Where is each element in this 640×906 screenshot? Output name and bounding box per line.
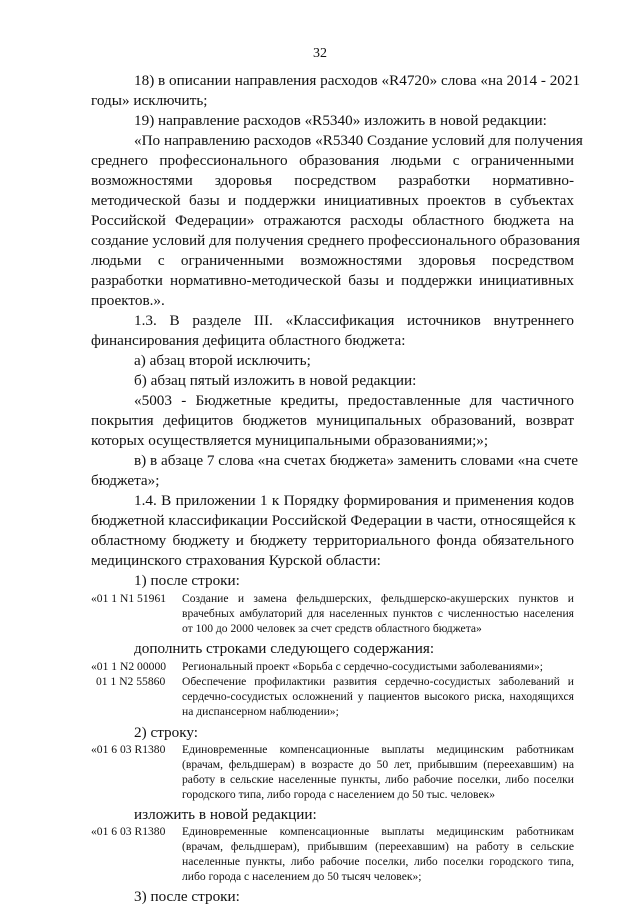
text-line: областному бюджету и бюджету территориального фонда обязательного: [91, 532, 574, 549]
code-description-line: населенные пункты, либо рабочие поселки, либо поселки городского типа,: [182, 855, 574, 868]
text-line: годы» исключить;: [91, 92, 208, 109]
section-heading: 1.3. В разделе III. «Классификация источников внутреннего: [134, 312, 574, 329]
text-line: б) абзац пятый изложить в новой редакции:: [134, 372, 417, 389]
section-heading: 1.4. В приложении 1 к Порядку формирования и применения кодов: [134, 492, 574, 509]
item-heading: изложить в новой редакции:: [134, 806, 317, 823]
text-line: возможностями здоровья посредством разработки нормативно-: [91, 172, 574, 189]
budget-code: «01 6 03 R1380: [91, 743, 166, 756]
text-line: а) абзац второй исключить;: [134, 352, 311, 369]
code-description-line: врачебных амбулаторий для населенных пунктов с численностью населения: [182, 607, 574, 620]
text-line: бюджета»;: [91, 472, 160, 489]
item-heading: дополнить строками следующего содержания:: [134, 640, 435, 657]
text-line: медицинского страхования Курской области:: [91, 552, 381, 569]
budget-code: «01 1 N1 51961: [91, 592, 167, 605]
budget-code: «01 1 N2 00000: [91, 660, 167, 673]
item-heading: 2) строку:: [134, 724, 198, 741]
code-description-line: Единовременные компенсационные выплаты медицинским работникам: [182, 743, 574, 756]
page-number: 32: [313, 46, 327, 61]
code-description-line: либо города с населением до 50 тысяч человек»;: [182, 870, 422, 883]
code-description-line: Создание и замена фельдшерских, фельдшерско-акушерских пунктов и: [182, 592, 574, 605]
text-line: людьми с ограниченными возможностями здоровья посредством: [91, 252, 574, 269]
text-line: покрытия дефицитов бюджетов муниципальных образований, возврат: [91, 412, 574, 429]
code-description-line: работу в сельские населенные пункты, либо рабочие поселки, либо поселки: [182, 773, 574, 786]
text-line: среднего профессионального образования людьми с ограниченными: [91, 152, 574, 169]
code-description-line: Региональный проект «Борьба с сердечно-сосудистыми заболеваниями»;: [182, 660, 544, 673]
budget-code: 01 1 N2 55860: [96, 675, 166, 688]
text-line: разработки нормативно-методической базы и поддержки инициативных: [91, 272, 574, 289]
text-line: 18) в описании направления расходов «R4720» слова «на 2014 - 2021: [134, 72, 581, 89]
code-description-line: от 100 до 2000 человек за счет средств областного бюджета»: [182, 622, 482, 635]
text-line: в) в абзаце 7 слова «на счетах бюджета» заменить словами «на счете: [134, 452, 579, 469]
code-description-line: городского типа, либо города с населением до 50 тыс. человек»: [182, 788, 496, 801]
text-line: финансирования дефицита областного бюджета:: [91, 332, 406, 349]
text-line: бюджетной классификации Российской Федерации в части, относящейся к: [91, 512, 576, 529]
text-line: «5003 - Бюджетные кредиты, предоставленные для частичного: [134, 392, 574, 409]
code-description-line: на диспансерном наблюдении»;: [182, 705, 339, 718]
text-line: Российской Федерации» отражаются расходы областного бюджета на: [91, 212, 574, 229]
text-line: «По направлению расходов «R5340 Создание условий для получения: [134, 132, 583, 149]
text-line: которых осуществляется муниципальными образованиями;»;: [91, 432, 489, 449]
code-description-line: сердечно-сосудистых осложнений у пациентов высокого риска, находящихся: [182, 690, 574, 703]
code-description-line: (врачам, фельдшерам) в возрасте до 50 лет, прибывшим (переехавшим) на: [182, 758, 574, 771]
item-heading: 3) после строки:: [134, 888, 240, 905]
code-description-line: (врачам, фельдшерам), прибывшим (переехавшим) на работу в сельские: [182, 840, 574, 853]
code-description-line: Обеспечение профилактики развития сердечно-сосудистых заболеваний и: [182, 675, 574, 688]
text-line: проектов.».: [91, 292, 165, 309]
text-line: 19) направление расходов «R5340» изложить в новой редакции:: [134, 112, 547, 129]
item-heading: 1) после строки:: [134, 572, 240, 589]
text-line: методической базы и поддержки инициативных проектов в субъектах: [91, 192, 574, 209]
code-description-line: Единовременные компенсационные выплаты медицинским работникам: [182, 825, 574, 838]
budget-code: «01 6 03 R1380: [91, 825, 166, 838]
text-line: создание условий для получения среднего профессионального образования: [91, 232, 581, 249]
